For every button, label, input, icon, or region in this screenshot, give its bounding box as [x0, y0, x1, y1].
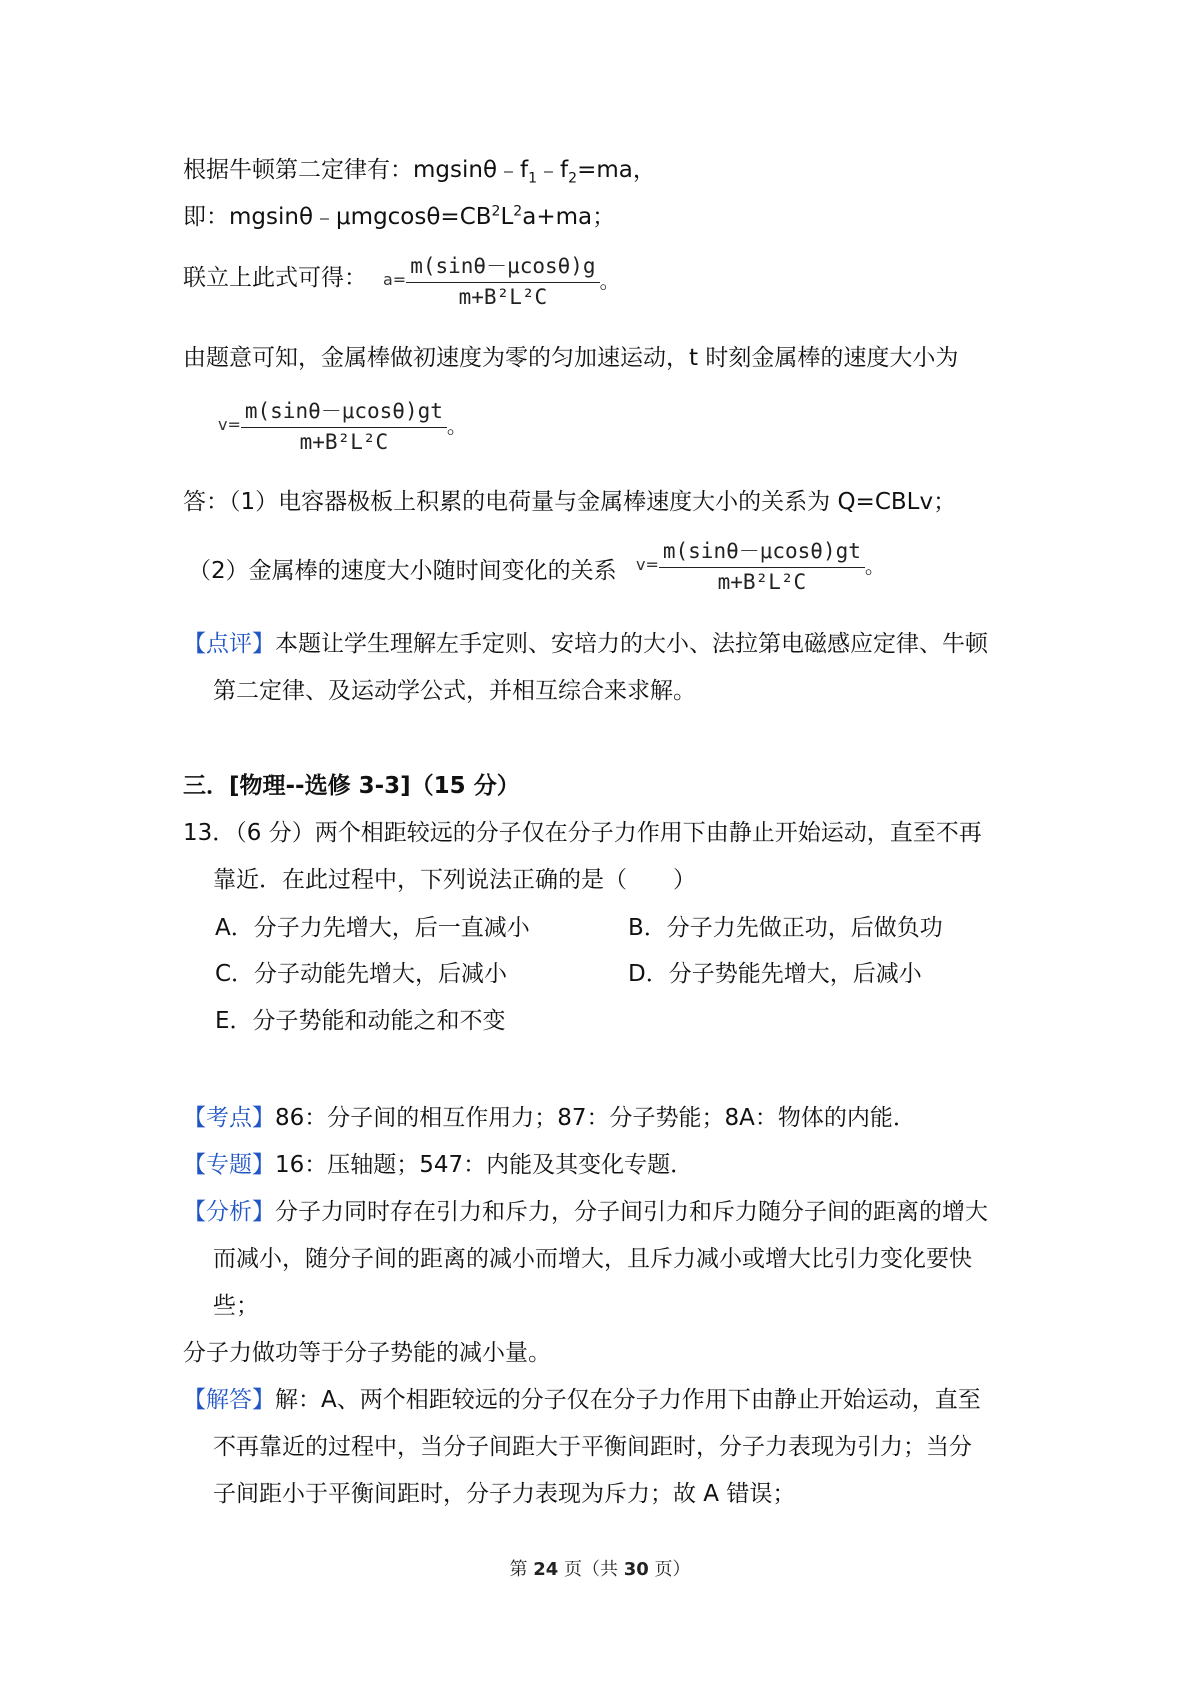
- text: 根据牛顿第二定律有：mgsinθ﹣f: [183, 157, 529, 183]
- text: a+ma；: [522, 204, 616, 230]
- denominator: m+B²L²C: [717, 570, 807, 594]
- section-title: [183, 770, 520, 802]
- option-c[interactable]: [215, 958, 507, 990]
- kaodian-line: [183, 1102, 916, 1134]
- formula-v: [218, 395, 467, 454]
- text: 些；: [213, 1293, 259, 1319]
- comment-line-1: [183, 628, 988, 660]
- page-number: 24: [533, 1559, 559, 1580]
- comment-line-2: [213, 675, 696, 707]
- text: 三．[物理--选修 3-3]（15 分）: [183, 773, 520, 799]
- text: 13．（6 分）两个相距较远的分子仅在分子力作用下由静止开始运动，直至不再: [183, 820, 982, 846]
- jieda-line-2: [213, 1431, 972, 1463]
- formula-prefix: a=: [383, 270, 407, 289]
- subscript: 2: [568, 170, 578, 187]
- fraction: [241, 395, 447, 454]
- jieda-line-3: [213, 1478, 795, 1510]
- text: 联立上此式可得：: [183, 265, 367, 291]
- equation-line: [183, 201, 615, 233]
- answer-2: [188, 555, 617, 587]
- text: （2）金属棒的速度大小随时间变化的关系: [188, 558, 617, 584]
- option-b[interactable]: [628, 912, 943, 944]
- formula-a: [383, 250, 620, 309]
- fenxi-line-3: [213, 1290, 259, 1322]
- text: 第二定律、及运动学公式，并相互综合来求解。: [213, 678, 696, 704]
- question-stem-2: [213, 864, 696, 896]
- jieda-line-1: [183, 1384, 981, 1416]
- comment-tag: 【点评】: [183, 631, 275, 657]
- option-d[interactable]: [628, 958, 922, 990]
- text: E．分子势能和动能之和不变: [215, 1008, 506, 1034]
- question-stem-1: [183, 817, 982, 849]
- superscript: 2: [513, 203, 523, 220]
- text: ﹣f: [537, 157, 569, 183]
- fenxi-line-4: [183, 1337, 551, 1369]
- numerator: m(sinθ－μcosθ)g: [406, 250, 599, 283]
- zhuanti-tag: 【专题】: [183, 1152, 275, 1178]
- fenxi-line-1: [183, 1196, 988, 1228]
- text: 分子力同时存在引力和斥力，分子间引力和斥力随分子间的距离的增大: [275, 1199, 988, 1225]
- text: 由题意可知，金属棒做初速度为零的匀加速运动，t 时刻金属棒的速度大小为: [183, 345, 959, 371]
- numerator: m(sinθ－μcosθ)gt: [659, 535, 865, 568]
- period: 。: [864, 554, 885, 578]
- formula-prefix: v=: [636, 555, 659, 574]
- option-e[interactable]: [215, 1005, 506, 1037]
- velocity-intro-line: [183, 342, 958, 374]
- period: 。: [599, 269, 620, 293]
- zhuanti-line: [183, 1149, 693, 1181]
- text: A．分子力先增大，后一直减小: [215, 915, 530, 941]
- text: L: [500, 204, 514, 230]
- text: 而减小，随分子间的距离的减小而增大，且斥力减小或增大比引力变化要快: [213, 1246, 972, 1272]
- formula-prefix: v=: [218, 415, 241, 434]
- text: 本题让学生理解左手定则、安培力的大小、法拉第电磁感应定律、牛顿: [275, 631, 988, 657]
- subscript: 1: [528, 170, 538, 187]
- text: 靠近．在此过程中，下列说法正确的是（ ）: [213, 867, 696, 893]
- jieda-tag: 【解答】: [183, 1387, 275, 1413]
- formula-v-answer: [636, 535, 885, 594]
- total-pages: 30: [623, 1559, 649, 1580]
- text: C．分子动能先增大，后减小: [215, 961, 508, 987]
- kaodian-tag: 【考点】: [183, 1105, 275, 1131]
- text: 不再靠近的过程中，当分子间距大于平衡间距时，分子力表现为引力；当分: [213, 1434, 972, 1460]
- combine-line: [183, 262, 367, 294]
- text: 分子力做功等于分子势能的减小量。: [183, 1340, 551, 1366]
- option-a[interactable]: [215, 912, 530, 944]
- fenxi-line-2: [213, 1243, 972, 1275]
- text: D．分子势能先增大，后减小: [628, 961, 922, 987]
- text: 即：mgsinθ﹣μmgcosθ=CB: [183, 204, 492, 230]
- footer-suffix: 页）: [648, 1559, 691, 1580]
- text: =ma，: [577, 157, 656, 183]
- text: 子间距小于平衡间距时，分子力表现为斥力；故 A 错误；: [213, 1481, 796, 1507]
- superscript: 2: [491, 203, 501, 220]
- fraction: [406, 250, 599, 309]
- footer-prefix: 第: [509, 1559, 534, 1580]
- answer-1: [183, 486, 956, 518]
- fraction: [659, 535, 865, 594]
- text: 解：A、两个相距较远的分子仅在分子力作用下由静止开始运动，直至: [275, 1387, 981, 1413]
- period: 。: [446, 414, 467, 438]
- newton-law-line: [183, 154, 656, 186]
- fenxi-tag: 【分析】: [183, 1199, 275, 1225]
- text: B．分子力先做正功，后做负功: [628, 915, 943, 941]
- denominator: m+B²L²C: [458, 285, 548, 309]
- footer-middle: 页（共: [558, 1559, 624, 1580]
- text: 86：分子间的相互作用力；87：分子势能；8A：物体的内能．: [275, 1105, 916, 1131]
- text: 16：压轴题；547：内能及其变化专题．: [275, 1152, 694, 1178]
- numerator: m(sinθ－μcosθ)gt: [241, 395, 447, 428]
- denominator: m+B²L²C: [299, 430, 389, 454]
- page-footer: [0, 1555, 1200, 1581]
- text: 答：（1）电容器极板上积累的电荷量与金属棒速度大小的关系为 Q=CBLv；: [183, 489, 957, 515]
